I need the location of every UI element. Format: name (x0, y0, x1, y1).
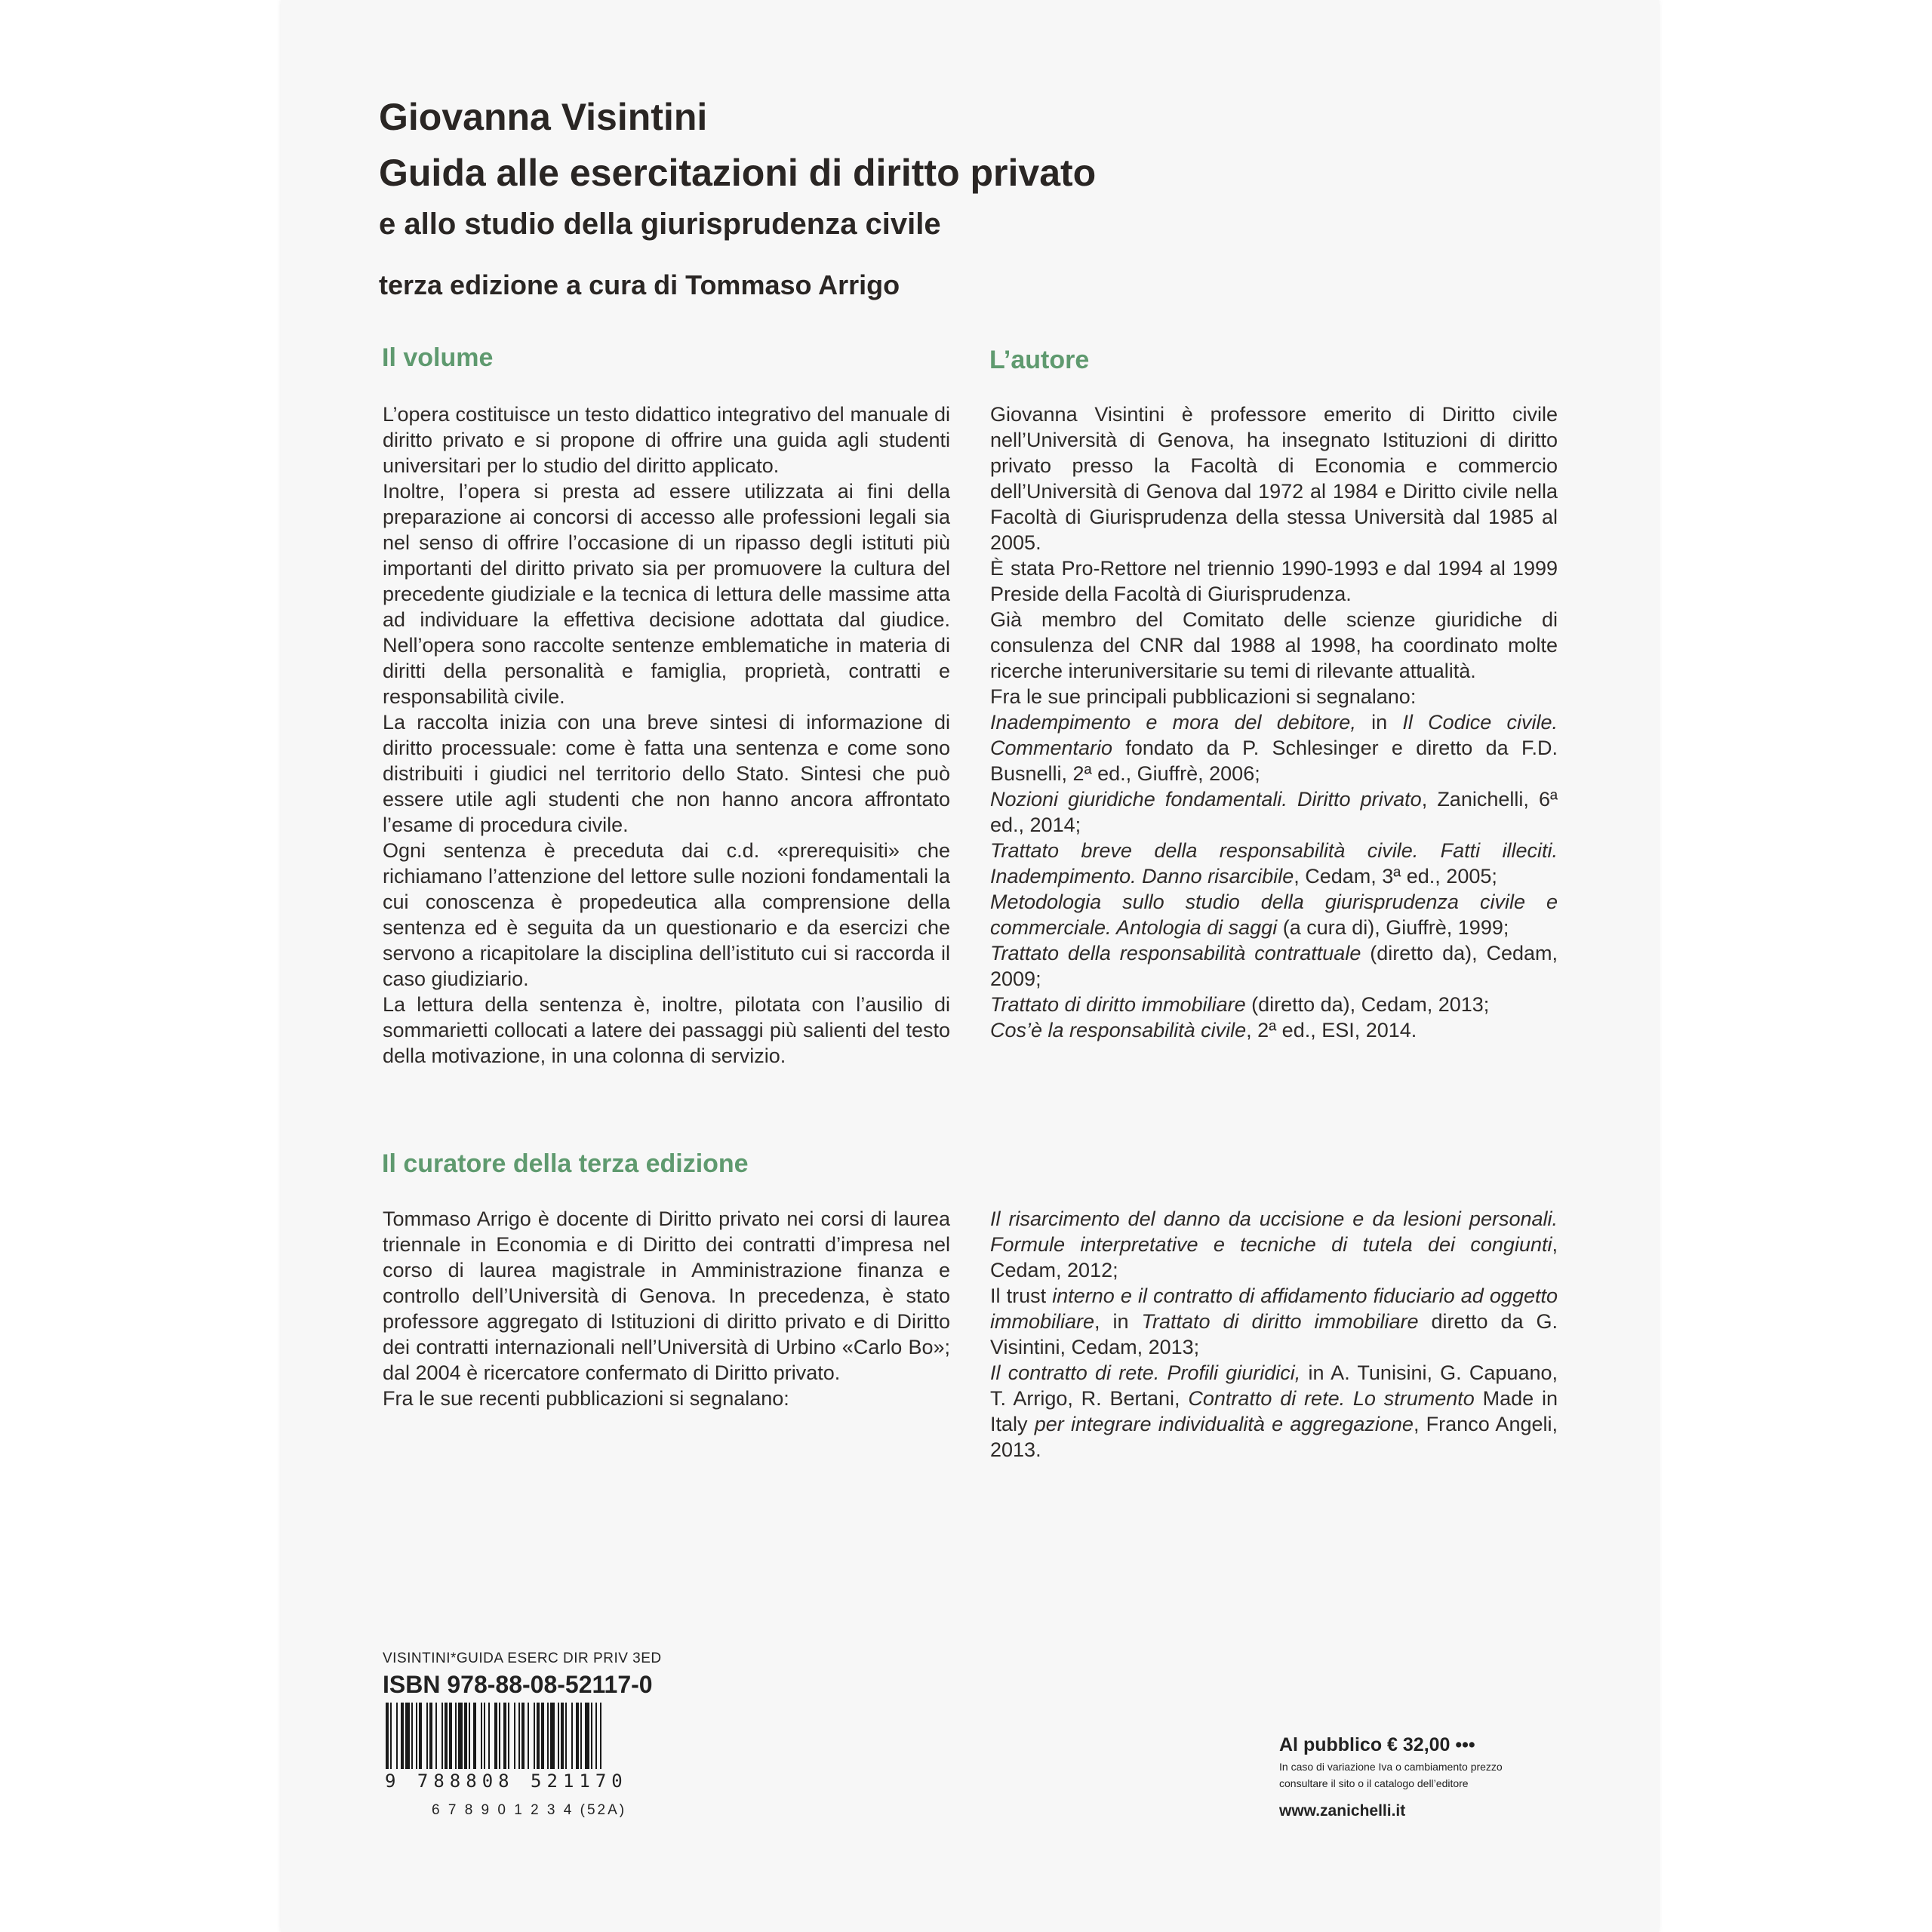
publication-segment: , Cedam, 3ª ed., 2005; (1294, 865, 1497, 888)
author-publication (990, 940, 1558, 992)
publication-segment: , Franco Angeli, 2013. (990, 1413, 1558, 1461)
barcode-subcode: 6 7 8 9 0 1 2 3 4 (52A) (432, 1802, 627, 1818)
book-subtitle: e allo studio della giurisprudenza civile (379, 208, 941, 241)
publication-segment: per integrare individualità e aggregazione (1034, 1413, 1414, 1435)
barcode-bar (484, 1703, 485, 1769)
barcode-bar (514, 1703, 515, 1769)
author-paragraph: Fra le sue principali pubblicazioni si segnalano: (990, 685, 1417, 708)
barcode-bar (396, 1703, 398, 1769)
barcode-bar (585, 1703, 589, 1769)
barcode-bar (558, 1703, 559, 1769)
publication-segment: Nozioni giuridiche fondamentali. Diritto privato (990, 788, 1422, 811)
barcode-bar (416, 1703, 417, 1769)
publication-segment: in A. Tunisini, G. Capuano, T. Arrigo, R. Bertani, (990, 1361, 1558, 1410)
curator-heading: Il curatore della terza edizione (382, 1149, 749, 1178)
volume-heading: Il volume (382, 343, 494, 372)
barcode-bar (580, 1703, 582, 1769)
publication-segment: in (1355, 711, 1403, 734)
publication-segment: Cos’è la responsabilità civile (990, 1019, 1247, 1041)
publication-segment: diretto da G. Visintini, Cedam, 2013; (990, 1310, 1558, 1358)
book-author: Giovanna Visintini (379, 96, 708, 138)
curator-publication (990, 1283, 1558, 1360)
price-block (1279, 1733, 1503, 1820)
barcode-bar (600, 1703, 601, 1769)
publication-segment: , Zanichelli, 6ª ed., 2014; (990, 788, 1558, 836)
author-publication (990, 786, 1558, 838)
product-code: VISINTINI*GUIDA ESERC DIR PRIV 3ED (383, 1651, 662, 1666)
publication-segment: Trattato di diritto immobiliare (990, 993, 1246, 1016)
barcode-bar (534, 1703, 535, 1769)
barcode-bar (386, 1703, 389, 1769)
barcode-bar (576, 1703, 579, 1769)
barcode (383, 1703, 669, 1770)
publication-segment: Trattato breve della responsabilità civile. Fatti illeciti. Inadempimento. Danno risarcibile (990, 839, 1558, 888)
author-paragraph: Giovanna Visintini è professore emerito di Diritto civile nell’Università di Genova, ha insegnato Istituzioni di diritto privato presso la Facoltà di Economia e commercio dell’Università di Genova dal 1972 al 1984 e Diritto civile nella Facoltà di Giurisprudenza della stessa Università dal 1985 al 2005. (990, 403, 1558, 554)
barcode-bar (561, 1703, 564, 1769)
author-text (990, 401, 1558, 1043)
author-heading: L’autore (989, 346, 1090, 374)
barcode-bar (426, 1703, 428, 1769)
book-edition: terza edizione a cura di Tommaso Arrigo (379, 269, 900, 300)
publication-segment: (a cura di), Giuffrè, 1999; (1277, 916, 1509, 939)
isbn-label: ISBN 978-88-08-52117-0 (383, 1671, 653, 1698)
barcode-bar (508, 1703, 509, 1769)
curator-paragraph: Fra le sue recenti pubblicazioni si segnalano: (383, 1387, 789, 1410)
volume-paragraph: Inoltre, l’opera si presta ad essere utilizzata ai fini della preparazione ai concorsi di accesso alle professioni legali sia nel senso di offrire l’occasione di un ripasso degli istituti più importanti del diritto privato sia per promuovere la cultura del precedente giudiziale e la tecnica di lettura delle massime atta ad individuare la effettiva decisione adottata dal giudice. Nell’opera sono raccolte sentenze emblematiche in materia di diritti della personalità e famiglia, proprietà, contratti e responsabilità civile. (383, 480, 950, 708)
publication-segment: , Cedam, 2012; (990, 1233, 1558, 1281)
publication-segment: Contratto di rete. Lo strumento (1188, 1387, 1475, 1410)
barcode-bar (521, 1703, 525, 1769)
publication-segment: Metodologia sullo studio della giurisprudenza civile e commerciale. Antologia di saggi (990, 891, 1558, 939)
author-publication (990, 992, 1558, 1017)
barcode-bar (458, 1703, 463, 1769)
curator-publication (990, 1360, 1558, 1463)
barcode-bar (469, 1703, 470, 1769)
publication-segment: Il risarcimento del danno da uccisione e da lesioni personali. Formule interpretative e tecniche di tutela dei congiunti (990, 1208, 1558, 1256)
publisher-url: www.zanichelli.it (1279, 1802, 1406, 1820)
barcode-bar (481, 1703, 482, 1769)
barcode-bar (419, 1703, 422, 1769)
curator-publication (990, 1206, 1558, 1283)
barcode-bar (565, 1703, 567, 1769)
barcode-bar (390, 1703, 392, 1769)
publication-segment: Inadempimento e mora del debitore, (990, 711, 1356, 734)
barcode-bar (449, 1703, 452, 1769)
price-note-line-2: consultare il sito o il catalogo dell’editore (1279, 1777, 1469, 1789)
product-meta (383, 1650, 662, 1700)
barcode-bar (429, 1703, 432, 1769)
barcode-bar (464, 1703, 467, 1769)
barcode-bar (537, 1703, 540, 1769)
author-paragraph: Già membro del Comitato delle scienze giuridiche di consulenza del CNR dal 1988 al 1998, ha coordinato molte ricerche interuniversitarie su temi di rilevante attualità. (990, 608, 1558, 682)
publication-segment: Il Codice civile. Commentario (990, 711, 1558, 759)
curator-paragraph: Tommaso Arrigo è docente di Diritto privato nei corsi di laurea triennale in Economia e di Diritto dei contratti d’impresa nel corso di laurea magistrale in Amministrazione finanza e controllo dell’Università di Genova. In precedenza, è stato professore aggregato di Istituzioni di diritto privato e di Diritto dei contratti internazionali nell’Università di Urbino «Carlo Bo»; dal 2004 è ricercatore confermato di Diritto privato. (383, 1208, 950, 1384)
book-title: Guida alle esercitazioni di diritto privato (379, 152, 1097, 194)
barcode-bar (488, 1703, 490, 1769)
publication-segment: , 2ª ed., ESI, 2014. (1246, 1019, 1417, 1041)
barcode-bar (547, 1703, 549, 1769)
curator-publications (990, 1206, 1558, 1463)
author-paragraph: È stata Pro-Rettore nel triennio 1990-1993 e dal 1994 al 1999 Preside della Facoltà di Giurisprudenza. (990, 557, 1558, 605)
volume-paragraph: Ogni sentenza è preceduta dai c.d. «prerequisiti» che richiamano l’attenzione del lettore sulle nozioni fondamentali la cui conoscenza è propedeutica alla comprensione della sentenza ed è seguita da un questionario e da esercizi che servono a ricapitolare la disciplina dell’istituto cui si raccorda il caso giudiziario. (383, 839, 950, 990)
barcode-bar (550, 1703, 555, 1769)
publication-segment: fondato da P. Schlesinger e diretto da F.D. Busnelli, 2ª ed., Giuffrè, 2006; (990, 737, 1558, 785)
barcode-bar (541, 1703, 544, 1769)
publication-segment: (diretto da), Cedam, 2013; (1245, 993, 1490, 1016)
barcode-bar (405, 1703, 410, 1769)
author-publication (990, 1017, 1558, 1043)
barcode-bar (441, 1703, 443, 1769)
barcode-bar (494, 1703, 497, 1769)
volume-paragraph: La lettura della sentenza è, inoltre, pilotata con l’ausilio di sommarietti collocati a latere dei passaggi più salienti del testo della motivazione, in una colonna di servizio. (383, 993, 950, 1067)
publication-segment: Trattato della responsabilità contrattuale (990, 942, 1361, 964)
barcode-bar (499, 1703, 500, 1769)
publication-segment: interno e il contratto di affidamento fiduciario ad oggetto immobiliare (990, 1284, 1558, 1333)
author-publication (990, 838, 1558, 889)
barcode-bar (435, 1703, 437, 1769)
barcode-bar (401, 1703, 404, 1769)
price-note-line-1: In caso di variazione Iva o cambiamento prezzo (1279, 1761, 1503, 1773)
price-label: Al pubblico € 32,00 ••• (1279, 1734, 1475, 1755)
publication-segment: Trattato di diritto immobiliare (1141, 1310, 1419, 1333)
publication-segment: (diretto da), Cedam, 2009; (990, 942, 1558, 990)
publication-segment: Il contratto di rete. Profili giuridici, (990, 1361, 1301, 1384)
barcode-bar (518, 1703, 520, 1769)
book-back-cover (281, 0, 1659, 1932)
author-publication (990, 709, 1558, 786)
barcode-bar (503, 1703, 506, 1769)
barcode-bar (591, 1703, 592, 1769)
title-block (379, 89, 1096, 306)
barcode-digits: 9 788808 521170 (385, 1770, 628, 1792)
barcode-bar (528, 1703, 529, 1769)
publication-segment: Il trust (990, 1284, 1053, 1307)
publication-segment: Made in Italy (990, 1387, 1558, 1435)
barcode-bar (411, 1703, 413, 1769)
volume-paragraph: L’opera costituisce un testo didattico integrativo del manuale di diritto privato e si propone di offrire una guida agli studenti universitari per lo studio del diritto applicato. (383, 403, 950, 477)
author-publication (990, 889, 1558, 940)
barcode-bar (473, 1703, 476, 1769)
barcode-bar (445, 1703, 448, 1769)
publication-segment: , in (1094, 1310, 1142, 1333)
barcode-bar (571, 1703, 573, 1769)
barcode-bar (455, 1703, 457, 1769)
curator-text (383, 1206, 950, 1411)
volume-paragraph: La raccolta inizia con una breve sintesi di informazione di diritto processuale: come è fatta una sentenza e come sono distribuiti i giudici nel territorio dello Stato. Sintesi che può essere utile agli studenti che non hanno ancora affrontato l’esame di procedura civile. (383, 711, 950, 836)
barcode-bar (595, 1703, 597, 1769)
volume-text (383, 401, 950, 1069)
